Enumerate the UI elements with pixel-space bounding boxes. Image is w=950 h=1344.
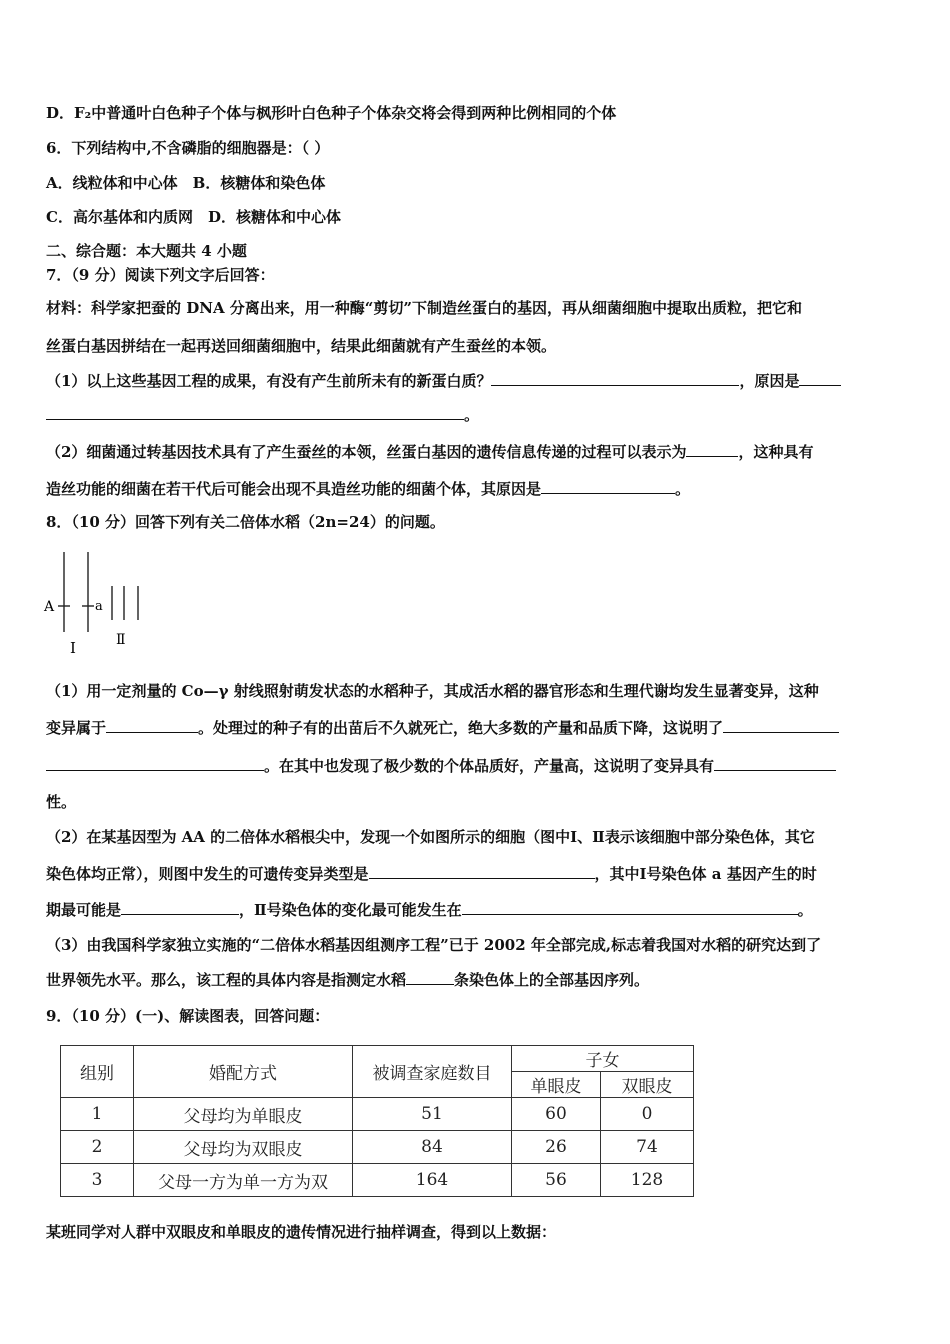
cell-mating: 父母一方为单一方为双 bbox=[134, 1164, 353, 1197]
q7-material-line2: 丝蛋白基因拼结在一起再送回细菌细胞中，结果此细菌就有产生蚕丝的本领。 bbox=[46, 337, 557, 355]
answer-blank[interactable] bbox=[541, 479, 675, 494]
answer-blank[interactable] bbox=[46, 756, 264, 771]
header-single-eyelid: 单眼皮 bbox=[512, 1072, 601, 1098]
q8-part3-line1: （3）由我国科学家独立实施的“二倍体水稻基因组测序工程”已于 2002 年全部完成,标志着我国对水稻的研究达到了 bbox=[46, 936, 822, 954]
answer-blank[interactable] bbox=[491, 371, 739, 386]
answer-blank[interactable] bbox=[406, 970, 454, 985]
q7-part2-line1: （2）细菌通过转基因技术具有了产生蚕丝的本领，丝蛋白基因的遗传信息传递的过程可以表示为 ，这种具有 bbox=[46, 443, 814, 461]
section-title: 二、综合题：本大题共 4 小题 bbox=[46, 242, 247, 260]
answer-blank[interactable] bbox=[686, 442, 738, 457]
q8-part1-line1: （1）用一定剂量的 Co—γ 射线照射萌发状态的水稻种子，其成活水稻的器官形态和生理代谢均发生显著变异，这种 bbox=[46, 682, 819, 700]
header-families: 被调查家庭数目 bbox=[353, 1046, 512, 1098]
cell-families: 164 bbox=[353, 1164, 512, 1197]
q8-part2-line3: 期最可能是 ，Ⅱ号染色体的变化最可能发生在 。 bbox=[46, 901, 813, 919]
table-row bbox=[61, 1164, 694, 1197]
q9-after-table: 某班同学对人群中双眼皮和单眼皮的遗传情况进行抽样调查，得到以上数据： bbox=[46, 1223, 557, 1241]
q7-part1-line1: （1）以上这些基因工程的成果，有没有产生前所未有的新蛋白质？ ，原因是 bbox=[46, 371, 841, 391]
q8-stem: 8．（10 分）回答下列有关二倍体水稻（2n=24）的问题。 bbox=[46, 513, 445, 531]
cell-single: 26 bbox=[512, 1131, 601, 1164]
q8-part3-line2: 世界领先水平。那么，该工程的具体内容是指测定水稻 条染色体上的全部基因序列。 bbox=[46, 971, 650, 989]
cell-double: 128 bbox=[601, 1164, 694, 1197]
cell-mating: 父母均为单眼皮 bbox=[134, 1098, 353, 1131]
q8-part1-line2: 变异属于 。处理过的种子有的出苗后不久就死亡，绝大多数的产量和品质下降，这说明了 bbox=[46, 718, 839, 738]
cell-group: 2 bbox=[61, 1131, 134, 1164]
chromosome-label-I: Ⅰ bbox=[70, 639, 76, 657]
gene-label-a: a bbox=[95, 599, 103, 614]
q8-part1-line3: 。在其中也发现了极少数的个体品质好，产量高，这说明了变异具有 bbox=[46, 756, 836, 776]
cell-double: 0 bbox=[601, 1098, 694, 1131]
survey-table bbox=[60, 1045, 694, 1197]
q7-stem: 7．（9 分）阅读下列文字后回答： bbox=[46, 266, 275, 284]
answer-blank[interactable] bbox=[714, 756, 836, 771]
answer-blank[interactable] bbox=[369, 864, 595, 879]
q8-part1-line4: 性。 bbox=[46, 793, 77, 811]
q8-part2-line2: 染色体均正常），则图中发生的可遗传变异类型是 ，其中Ⅰ号染色体 a 基因产生的时 bbox=[46, 865, 817, 883]
answer-blank[interactable] bbox=[106, 718, 198, 733]
cell-single: 56 bbox=[512, 1164, 601, 1197]
table-row bbox=[61, 1098, 694, 1131]
chromosome-label-II: Ⅱ bbox=[116, 632, 126, 648]
cell-group: 3 bbox=[61, 1164, 134, 1197]
gene-label-A: A bbox=[44, 599, 55, 615]
header-children: 子女 bbox=[512, 1046, 694, 1072]
answer-blank[interactable] bbox=[46, 405, 464, 420]
answer-blank[interactable] bbox=[121, 900, 239, 915]
cell-mating: 父母均为双眼皮 bbox=[134, 1131, 353, 1164]
q8-part2-line1: （2）在某基因型为 AA 的二倍体水稻根尖中，发现一个如图所示的细胞（图中Ⅰ、Ⅱ表示该细胞中部分染色体，其它 bbox=[46, 828, 815, 846]
cell-families: 84 bbox=[353, 1131, 512, 1164]
q7-material-line1: 材料：科学家把蚕的 DNA 分离出来，用一种酶“剪切”下制造丝蛋白的基因，再从细菌细胞中提取出质粒，把它和 bbox=[46, 299, 803, 317]
cell-double: 74 bbox=[601, 1131, 694, 1164]
cell-group: 1 bbox=[61, 1098, 134, 1131]
q7-part1-line2: 。 bbox=[46, 405, 479, 425]
q6-stem: 6．下列结构中,不含磷脂的细胞器是：（ ） bbox=[46, 139, 330, 157]
q6-options-ab: A．线粒体和中心体 B．核糖体和染色体 bbox=[46, 174, 326, 192]
answer-blank[interactable] bbox=[723, 718, 839, 733]
q5-option-d: D．F₂中普通叶白色种子个体与枫形叶白色种子个体杂交将会得到两种比例相同的个体 bbox=[46, 104, 617, 122]
q9-stem: 9．（10 分）(一)、解读图表，回答问题： bbox=[46, 1007, 330, 1025]
header-mating: 婚配方式 bbox=[134, 1046, 353, 1098]
chromosome-diagram bbox=[40, 548, 170, 660]
q7-part2-line2: 造丝功能的细菌在若干代后可能会出现不具造丝功能的细菌个体，其原因是 。 bbox=[46, 480, 691, 498]
cell-families: 51 bbox=[353, 1098, 512, 1131]
header-double-eyelid: 双眼皮 bbox=[601, 1072, 694, 1098]
answer-blank[interactable] bbox=[462, 900, 798, 915]
q6-options-cd: C．高尔基体和内质网 D．核糖体和中心体 bbox=[46, 208, 341, 226]
table-row bbox=[61, 1131, 694, 1164]
cell-single: 60 bbox=[512, 1098, 601, 1131]
answer-blank[interactable] bbox=[799, 371, 841, 386]
header-group: 组别 bbox=[61, 1046, 134, 1098]
